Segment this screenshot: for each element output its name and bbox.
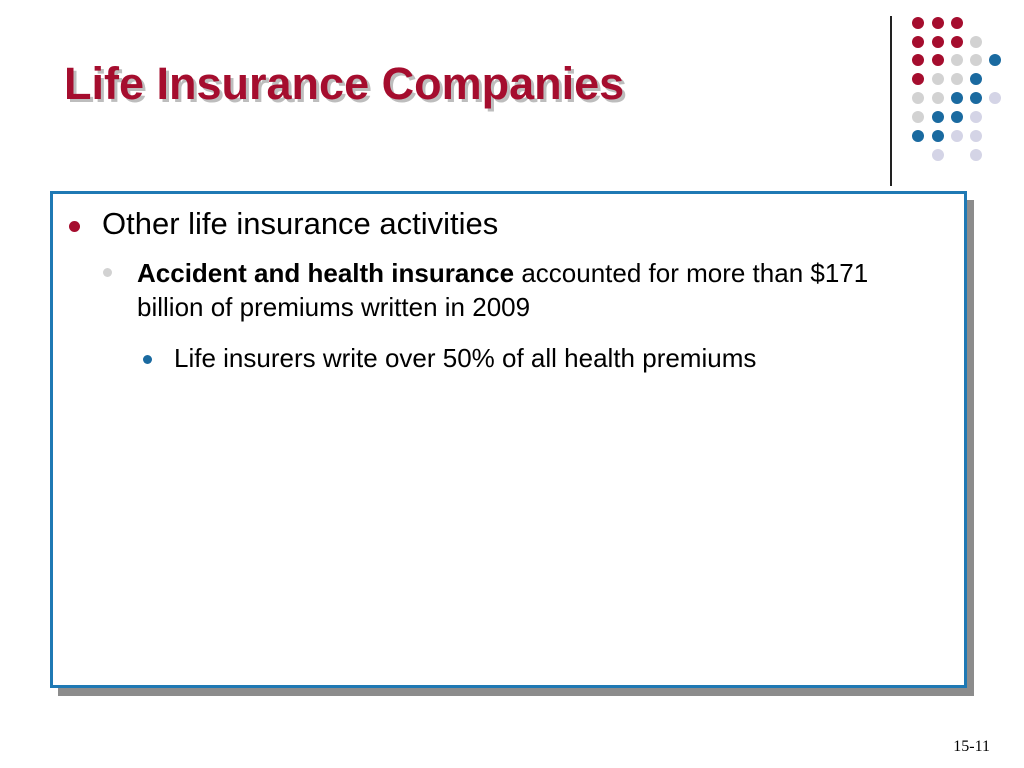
slide-title: Life Insurance Companies <box>64 58 625 109</box>
decorative-dot-grid <box>910 16 1005 166</box>
decorative-dot <box>912 54 924 66</box>
decorative-dot <box>912 73 924 85</box>
decorative-dot <box>951 130 963 142</box>
decorative-dot <box>932 130 944 142</box>
content-box <box>50 191 967 688</box>
decorative-dot <box>912 17 924 29</box>
decorative-dot <box>970 130 982 142</box>
decorative-vertical-line <box>890 16 892 186</box>
bold-term: Accident and health insurance <box>137 258 515 288</box>
bullet-dot <box>103 268 112 277</box>
bullet-dot <box>143 355 152 364</box>
bullet-level-2 <box>103 256 903 324</box>
bullet-text: Life insurers write over 50% of all health premiums <box>174 343 757 373</box>
decorative-dot <box>951 111 963 123</box>
bullet-text: Other life insurance activities <box>102 206 499 241</box>
decorative-dot <box>970 92 982 104</box>
decorative-dot <box>970 36 982 48</box>
decorative-dot <box>970 54 982 66</box>
decorative-dot <box>912 130 924 142</box>
decorative-dot <box>932 149 944 161</box>
decorative-dot <box>970 149 982 161</box>
decorative-dot <box>932 36 944 48</box>
decorative-dot <box>912 92 924 104</box>
bullet-text <box>137 256 903 324</box>
decorative-dot <box>951 92 963 104</box>
bullet-dot <box>69 221 80 232</box>
decorative-dot <box>932 54 944 66</box>
decorative-dot <box>989 54 1001 66</box>
decorative-dot <box>970 73 982 85</box>
decorative-dot <box>951 36 963 48</box>
bullet-level-3 <box>143 341 923 375</box>
decorative-dot <box>932 73 944 85</box>
decorative-dot <box>932 17 944 29</box>
decorative-dot <box>989 92 1001 104</box>
bullet-text-rest: accounted for more than $171 billion of premiums written in 2009 <box>137 258 869 322</box>
decorative-dot <box>951 73 963 85</box>
decorative-dot <box>951 17 963 29</box>
decorative-dot <box>932 111 944 123</box>
decorative-dot <box>912 111 924 123</box>
decorative-dot <box>932 92 944 104</box>
slide-number: 15-11 <box>953 738 990 755</box>
decorative-dot <box>912 36 924 48</box>
bullet-level-1 <box>69 204 929 244</box>
decorative-dot <box>951 54 963 66</box>
decorative-dot <box>970 111 982 123</box>
